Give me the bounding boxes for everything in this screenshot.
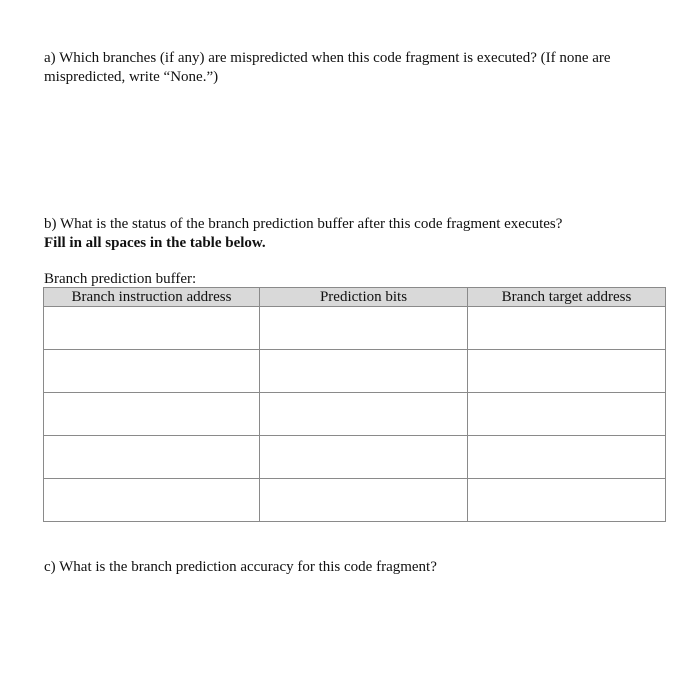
cell-prediction-bits[interactable] bbox=[260, 393, 468, 436]
cell-branch-instruction-address[interactable] bbox=[44, 393, 260, 436]
cell-branch-target-address[interactable] bbox=[468, 393, 666, 436]
table-row bbox=[44, 350, 666, 393]
cell-prediction-bits[interactable] bbox=[260, 307, 468, 350]
question-b bbox=[44, 215, 664, 253]
table-row bbox=[44, 393, 666, 436]
branch-prediction-buffer-table bbox=[43, 287, 666, 522]
header-branch-target-address: Branch target address bbox=[468, 288, 666, 307]
cell-branch-target-address[interactable] bbox=[468, 307, 666, 350]
cell-prediction-bits[interactable] bbox=[260, 350, 468, 393]
branch-prediction-buffer-label: Branch prediction buffer: bbox=[44, 271, 197, 287]
table-row bbox=[44, 436, 666, 479]
cell-prediction-bits[interactable] bbox=[260, 436, 468, 479]
question-b-text: b) What is the status of the branch prediction buffer after this code fragment executes? bbox=[44, 216, 563, 232]
table-row bbox=[44, 307, 666, 350]
cell-branch-instruction-address[interactable] bbox=[44, 479, 260, 522]
cell-branch-target-address[interactable] bbox=[468, 479, 666, 522]
question-b-instruction: Fill in all spaces in the table below. bbox=[44, 235, 266, 251]
header-branch-instruction-address: Branch instruction address bbox=[44, 288, 260, 307]
table-row bbox=[44, 479, 666, 522]
table-header-row bbox=[44, 288, 666, 307]
cell-branch-instruction-address[interactable] bbox=[44, 436, 260, 479]
header-prediction-bits: Prediction bits bbox=[260, 288, 468, 307]
cell-prediction-bits[interactable] bbox=[260, 479, 468, 522]
question-a: a) Which branches (if any) are mispredicted when this code fragment is executed? (If none are mispredicted, write “None.”) bbox=[44, 50, 611, 85]
cell-branch-instruction-address[interactable] bbox=[44, 307, 260, 350]
question-c: c) What is the branch prediction accuracy for this code fragment? bbox=[44, 559, 437, 575]
cell-branch-target-address[interactable] bbox=[468, 436, 666, 479]
cell-branch-target-address[interactable] bbox=[468, 350, 666, 393]
cell-branch-instruction-address[interactable] bbox=[44, 350, 260, 393]
